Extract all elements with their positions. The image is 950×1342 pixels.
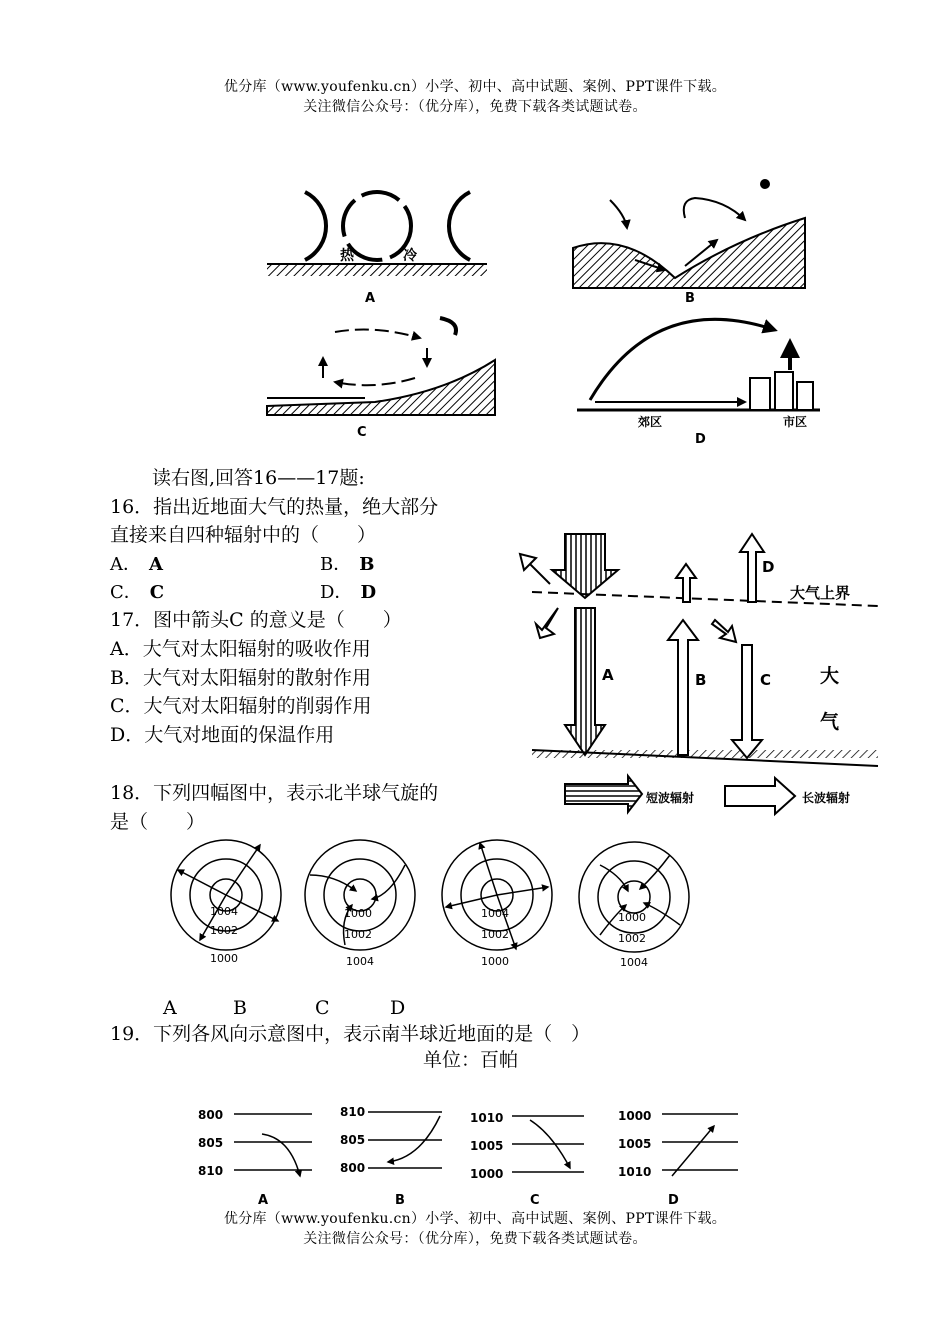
wind-d-label: D <box>668 1193 679 1208</box>
panel-d-urban-heat <box>577 319 820 447</box>
panel-c-sea-land <box>267 318 495 440</box>
cyclone-figure <box>160 835 700 975</box>
q16-a-letter: A． <box>110 554 141 575</box>
q16-d-val: D <box>360 582 377 603</box>
wind-panel-b <box>340 1105 442 1208</box>
wind-direction-figure <box>190 1098 750 1213</box>
wind-d-bot-value: 1010 <box>618 1165 652 1179</box>
q16-option-a <box>110 550 163 579</box>
q18-line2: 是（ ） <box>110 811 206 833</box>
isobar-d-inner: 1000 <box>618 911 646 924</box>
arrow-b-label: B <box>695 671 707 689</box>
cyclone-diagram-c <box>442 840 552 968</box>
cyclone-diagram-d <box>579 842 689 969</box>
wind-a-label: A <box>258 1193 269 1208</box>
q17-option-a: A．大气对太阳辐射的吸收作用 <box>110 638 371 660</box>
wind-a-top-value: 800 <box>198 1108 224 1122</box>
legend-long-wave: 长波辐射 <box>802 791 851 805</box>
q16-a-val: A <box>149 554 163 575</box>
atmosphere-char-2: 气 <box>820 711 840 733</box>
isobar-a-middle: 1002 <box>210 924 238 937</box>
arrow-d <box>740 534 774 602</box>
wind-c-mid-value: 1005 <box>470 1139 504 1153</box>
isobar-b-inner: 1000 <box>344 907 372 920</box>
q16-b-letter: B． <box>320 554 352 575</box>
wind-panel-a <box>198 1108 312 1208</box>
q17-option-b: B．大气对太阳辐射的散射作用 <box>110 667 371 689</box>
panel-c-label: C <box>357 425 367 440</box>
wind-b-bot-value: 800 <box>340 1161 366 1175</box>
q16-option-b <box>320 550 374 579</box>
isobar-d-middle: 1002 <box>618 932 646 945</box>
isobar-d-outer: 1004 <box>620 956 648 969</box>
header-line-2: 关注微信公众号：（优分库），免费下载各类试题试卷。 <box>303 99 647 115</box>
panel-b-valley <box>573 179 805 306</box>
wind-b-label: B <box>395 1193 405 1208</box>
hot-label: 热 <box>340 248 354 264</box>
panel-b-label: B <box>685 291 695 306</box>
arrow-b <box>668 620 706 755</box>
footer-line-2: 关注微信公众号：（优分库），免费下载各类试题试卷。 <box>303 1231 647 1247</box>
isobar-a-outer: 1000 <box>210 952 238 965</box>
wind-c-top-value: 1010 <box>470 1111 504 1125</box>
q17-option-c: C．大气对太阳辐射的削弱作用 <box>110 695 372 717</box>
panel-a-label: A <box>365 291 376 306</box>
atmosphere-char-1: 大 <box>820 665 840 687</box>
cyclone-diagram-b <box>305 840 415 968</box>
wind-c-bot-value: 1000 <box>470 1167 504 1181</box>
q18-label-c: C <box>315 997 330 1019</box>
isobar-b-middle: 1002 <box>344 928 372 941</box>
q18-line1: 18．下列四幅图中，表示北半球气旋的 <box>110 782 439 804</box>
q19-stem: 19．下列各风向示意图中，表示南半球近地面的是（ ） <box>110 1023 591 1045</box>
arrow-d-label: D <box>762 558 775 576</box>
arrow-a <box>565 608 614 755</box>
cyclone-diagram-a <box>171 840 281 965</box>
urban-label: 市区 <box>783 415 808 429</box>
circulation-figure <box>255 170 820 450</box>
q16-option-c <box>110 578 164 607</box>
q16-line1: 16．指出近地面大气的热量，绝大部分 <box>110 496 439 518</box>
q18-label-a: A <box>163 997 177 1019</box>
isobar-b-outer: 1004 <box>346 955 374 968</box>
legend-short-wave: 短波辐射 <box>646 791 695 805</box>
q16-option-d <box>320 578 376 607</box>
isobar-c-inner: 1004 <box>481 907 509 920</box>
header-line-1: 优分库（www.youfenku.cn）小学、初中、高中试题、案例、PPT课件下载。 <box>223 79 727 95</box>
q16-c-letter: C． <box>110 582 142 603</box>
wind-b-mid-value: 805 <box>340 1133 366 1147</box>
panel-d-label: D <box>695 432 706 447</box>
arrow-c <box>732 645 771 758</box>
q16-c-val: C <box>149 582 165 603</box>
q17-stem: 17．图中箭头C 的意义是（ ） <box>110 609 402 631</box>
q17-option-d: D．大气对地面的保温作用 <box>110 724 335 746</box>
panel-a-circulation <box>267 192 487 306</box>
wind-a-mid-value: 805 <box>198 1136 224 1150</box>
intro-text: 读右图,回答16——17题: <box>152 467 365 489</box>
suburb-label: 郊区 <box>638 415 663 429</box>
pressure-unit: 单位：百帕 <box>423 1049 519 1071</box>
isobar-c-outer: 1000 <box>481 955 509 968</box>
wind-d-mid-value: 1005 <box>618 1137 652 1151</box>
arrow-a-label: A <box>602 666 614 684</box>
isobar-c-middle: 1002 <box>481 928 509 941</box>
q18-label-b: B <box>233 997 247 1019</box>
footer-line-1: 优分库（www.youfenku.cn）小学、初中、高中试题、案例、PPT课件下载。 <box>223 1211 727 1227</box>
isobar-a-inner: 1004 <box>210 905 238 918</box>
atmosphere-top-label: 大气上界 <box>790 584 851 602</box>
cold-label: 冷 <box>403 248 417 264</box>
wind-b-top-value: 810 <box>340 1105 366 1119</box>
wind-d-top-value: 1000 <box>618 1109 652 1123</box>
q16-d-letter: D． <box>320 582 353 603</box>
wind-a-bot-value: 810 <box>198 1164 224 1178</box>
q16-b-val: B <box>359 554 375 575</box>
wind-c-label: C <box>530 1193 540 1208</box>
radiation-figure <box>510 530 885 830</box>
q16-line2: 直接来自四种辐射中的（ ） <box>110 524 377 546</box>
q18-label-d: D <box>390 997 406 1019</box>
wind-panel-c <box>470 1111 584 1208</box>
arrow-c-label: C <box>760 671 772 689</box>
wind-panel-d <box>618 1109 738 1208</box>
